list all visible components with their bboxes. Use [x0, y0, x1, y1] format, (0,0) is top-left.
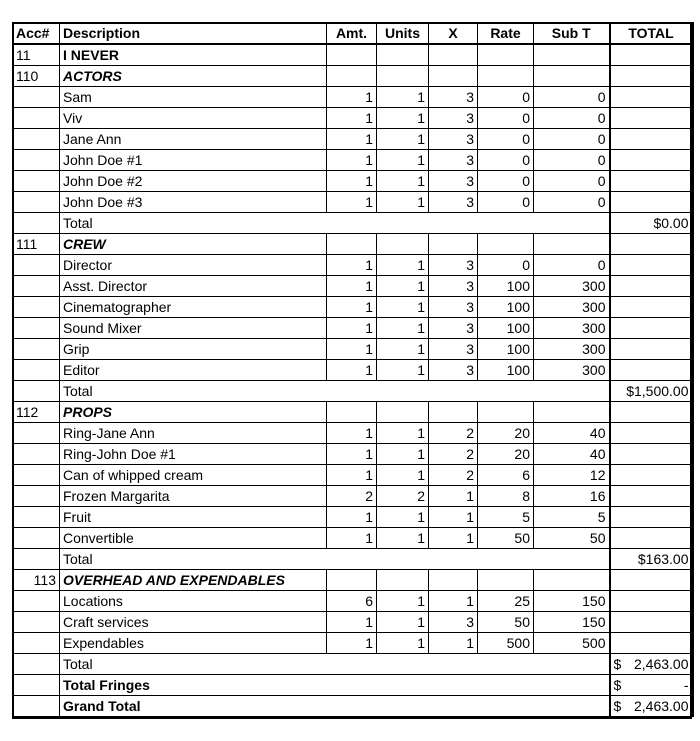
empty-cell [327, 549, 377, 570]
empty-cell [377, 381, 429, 402]
acc-cell [13, 150, 60, 171]
item-amt: 1 [327, 150, 377, 171]
acc-cell [13, 192, 60, 213]
item-amt: 1 [327, 339, 377, 360]
item-x: 1 [429, 486, 478, 507]
item-units: 1 [377, 150, 429, 171]
item-total [610, 507, 693, 528]
table-row [13, 108, 693, 129]
empty-cell [327, 381, 377, 402]
item-amt: 1 [327, 171, 377, 192]
item-x: 2 [429, 444, 478, 465]
empty-cell [478, 213, 534, 234]
item-description: Grip [60, 339, 327, 360]
acc-cell [13, 465, 60, 486]
item-total [610, 171, 693, 192]
table-row [13, 171, 693, 192]
item-subtotal: 150 [534, 612, 610, 633]
item-units: 1 [377, 423, 429, 444]
empty-cell [478, 570, 534, 591]
item-x: 2 [429, 423, 478, 444]
item-rate: 100 [478, 360, 534, 381]
item-x: 3 [429, 255, 478, 276]
item-subtotal: 500 [534, 633, 610, 654]
item-subtotal: 0 [534, 150, 610, 171]
item-rate: 6 [478, 465, 534, 486]
item-subtotal: 12 [534, 465, 610, 486]
table-row [13, 129, 693, 150]
grand-total-label: Grand Total [60, 696, 327, 717]
item-units: 1 [377, 276, 429, 297]
table-row [13, 633, 693, 654]
item-x: 1 [429, 591, 478, 612]
item-amt: 1 [327, 297, 377, 318]
item-rate: 0 [478, 192, 534, 213]
item-rate: 100 [478, 339, 534, 360]
table-row [13, 612, 693, 633]
section-total-row [13, 213, 693, 234]
item-units: 1 [377, 108, 429, 129]
item-total [610, 423, 693, 444]
section-name: PROPS [60, 402, 327, 423]
empty-cell [429, 213, 478, 234]
item-rate: 100 [478, 318, 534, 339]
item-amt: 1 [327, 465, 377, 486]
acc-cell [13, 528, 60, 549]
table-row [13, 297, 693, 318]
title-description: I NEVER [60, 44, 327, 66]
title-acc: 11 [13, 44, 60, 66]
item-subtotal: 5 [534, 507, 610, 528]
acc-cell [13, 213, 60, 234]
item-description: Craft services [60, 612, 327, 633]
item-description: Ring-John Doe #1 [60, 444, 327, 465]
item-amt: 1 [327, 444, 377, 465]
section-total-label: Total [60, 381, 327, 402]
empty-cell [377, 234, 429, 255]
acc-cell [13, 108, 60, 129]
item-subtotal: 40 [534, 423, 610, 444]
header-description: Description [60, 23, 327, 45]
empty-cell [610, 234, 693, 255]
item-amt: 1 [327, 192, 377, 213]
section-total-label: Total [60, 654, 327, 675]
budget-table [12, 22, 694, 717]
item-rate: 50 [478, 528, 534, 549]
empty-cell [478, 402, 534, 423]
item-units: 1 [377, 129, 429, 150]
acc-cell [13, 381, 60, 402]
item-x: 3 [429, 108, 478, 129]
item-x: 3 [429, 276, 478, 297]
item-units: 1 [377, 360, 429, 381]
item-rate: 50 [478, 612, 534, 633]
empty-cell [534, 66, 610, 87]
item-rate: 500 [478, 633, 534, 654]
section-header-row [13, 234, 693, 255]
header-row [13, 23, 693, 45]
item-amt: 1 [327, 87, 377, 108]
item-total [610, 444, 693, 465]
table-row [13, 339, 693, 360]
table-row [13, 591, 693, 612]
item-units: 1 [377, 528, 429, 549]
empty-cell [610, 66, 693, 87]
item-description: Frozen Margarita [60, 486, 327, 507]
header-rate: Rate [478, 23, 534, 45]
table-row [13, 528, 693, 549]
section-name: OVERHEAD AND EXPENDABLES [60, 570, 327, 591]
item-description: Cinematographer [60, 297, 327, 318]
item-subtotal: 50 [534, 528, 610, 549]
item-rate: 8 [478, 486, 534, 507]
item-subtotal: 300 [534, 297, 610, 318]
section-total-value: $0.00 [610, 213, 693, 234]
item-description: Editor [60, 360, 327, 381]
item-subtotal: 300 [534, 276, 610, 297]
empty-cell [534, 675, 610, 696]
section-acc: 112 [13, 402, 60, 423]
empty-cell [429, 549, 478, 570]
acc-cell [13, 444, 60, 465]
item-subtotal: 150 [534, 591, 610, 612]
item-units: 1 [377, 339, 429, 360]
header-acc: Acc# [13, 23, 60, 45]
section-total-label: Total [60, 213, 327, 234]
item-amt: 1 [327, 507, 377, 528]
empty-cell [327, 570, 377, 591]
section-total-value [610, 654, 693, 675]
item-total [610, 87, 693, 108]
empty-cell [429, 654, 478, 675]
item-amt: 1 [327, 528, 377, 549]
section-total-value: $163.00 [610, 549, 693, 570]
item-total [610, 150, 693, 171]
section-header-row [13, 402, 693, 423]
item-subtotal: 300 [534, 339, 610, 360]
empty-cell [429, 66, 478, 87]
total-fringes-value [610, 675, 693, 696]
empty-cell [534, 402, 610, 423]
item-total [610, 360, 693, 381]
item-amt: 1 [327, 129, 377, 150]
empty-cell [327, 234, 377, 255]
currency-symbol: $ [613, 677, 622, 693]
item-x: 1 [429, 633, 478, 654]
acc-cell [13, 486, 60, 507]
item-amt: 1 [327, 633, 377, 654]
acc-cell [13, 360, 60, 381]
item-units: 1 [377, 171, 429, 192]
grand-total-row [13, 696, 693, 717]
table-row [13, 423, 693, 444]
currency-amount: - [683, 677, 689, 693]
section-header-row [13, 570, 693, 591]
item-subtotal: 16 [534, 486, 610, 507]
acc-cell [13, 87, 60, 108]
item-units: 1 [377, 87, 429, 108]
empty-cell [429, 570, 478, 591]
item-x: 1 [429, 507, 478, 528]
item-total [610, 129, 693, 150]
currency-amount: 2,463.00 [634, 656, 689, 672]
table-row [13, 318, 693, 339]
item-description: Asst. Director [60, 276, 327, 297]
acc-cell [13, 675, 60, 696]
acc-cell [13, 129, 60, 150]
item-total [610, 108, 693, 129]
item-amt: 1 [327, 612, 377, 633]
acc-cell [13, 507, 60, 528]
item-description: Viv [60, 108, 327, 129]
empty-cell [478, 675, 534, 696]
header-units: Units [377, 23, 429, 45]
item-subtotal: 40 [534, 444, 610, 465]
empty-cell [429, 234, 478, 255]
item-description: Sound Mixer [60, 318, 327, 339]
table-row [13, 444, 693, 465]
empty-cell [429, 381, 478, 402]
section-total-row [13, 381, 693, 402]
item-rate: 0 [478, 171, 534, 192]
item-description: Convertible [60, 528, 327, 549]
item-rate: 5 [478, 507, 534, 528]
item-description: Sam [60, 87, 327, 108]
empty-cell [478, 549, 534, 570]
item-amt: 2 [327, 486, 377, 507]
item-rate: 0 [478, 255, 534, 276]
item-units: 1 [377, 633, 429, 654]
empty-cell [327, 696, 377, 717]
item-units: 1 [377, 444, 429, 465]
acc-cell [13, 171, 60, 192]
section-acc: 111 [13, 234, 60, 255]
section-name: ACTORS [60, 66, 327, 87]
acc-cell [13, 549, 60, 570]
section-acc: 113 [13, 570, 60, 591]
item-description: Can of whipped cream [60, 465, 327, 486]
item-subtotal: 0 [534, 87, 610, 108]
item-rate: 0 [478, 129, 534, 150]
acc-cell [13, 297, 60, 318]
item-description: Fruit [60, 507, 327, 528]
header-subt: Sub T [534, 23, 610, 45]
item-units: 1 [377, 507, 429, 528]
item-x: 3 [429, 297, 478, 318]
empty-cell [327, 213, 377, 234]
table-row [13, 150, 693, 171]
empty-cell [429, 402, 478, 423]
total-fringes-label: Total Fringes [60, 675, 327, 696]
empty-cell [534, 696, 610, 717]
item-total [610, 318, 693, 339]
empty-cell [478, 654, 534, 675]
header-x: X [429, 23, 478, 45]
item-x: 3 [429, 612, 478, 633]
empty-cell [377, 66, 429, 87]
table-row [13, 507, 693, 528]
empty-cell [377, 402, 429, 423]
item-total [610, 528, 693, 549]
section-total-value: $1,500.00 [610, 381, 693, 402]
item-description: John Doe #2 [60, 171, 327, 192]
empty-cell [610, 570, 693, 591]
acc-cell [13, 255, 60, 276]
item-total [610, 591, 693, 612]
empty-cell [377, 213, 429, 234]
empty-cell [534, 549, 610, 570]
item-units: 2 [377, 486, 429, 507]
item-description: Jane Ann [60, 129, 327, 150]
item-description: John Doe #3 [60, 192, 327, 213]
table-row [13, 276, 693, 297]
section-name: CREW [60, 234, 327, 255]
item-total [610, 465, 693, 486]
acc-cell [13, 696, 60, 717]
empty-cell [327, 402, 377, 423]
grand-total-value [610, 696, 693, 717]
empty-cell [534, 570, 610, 591]
item-subtotal: 0 [534, 255, 610, 276]
empty-cell [478, 66, 534, 87]
section-header-row [13, 66, 693, 87]
empty-cell [377, 570, 429, 591]
section-total-row [13, 549, 693, 570]
table-row [13, 192, 693, 213]
item-description: Ring-Jane Ann [60, 423, 327, 444]
total-fringes-row [13, 675, 693, 696]
acc-cell [13, 318, 60, 339]
acc-cell [13, 276, 60, 297]
acc-cell [13, 591, 60, 612]
table-row [13, 360, 693, 381]
empty-cell [534, 654, 610, 675]
item-x: 3 [429, 318, 478, 339]
item-units: 1 [377, 297, 429, 318]
item-x: 3 [429, 339, 478, 360]
acc-cell [13, 612, 60, 633]
item-amt: 1 [327, 423, 377, 444]
item-subtotal: 0 [534, 171, 610, 192]
item-x: 3 [429, 360, 478, 381]
item-description: Director [60, 255, 327, 276]
empty-cell [478, 381, 534, 402]
item-total [610, 633, 693, 654]
empty-cell [327, 66, 377, 87]
item-x: 3 [429, 87, 478, 108]
item-rate: 20 [478, 423, 534, 444]
section-total-label: Total [60, 549, 327, 570]
empty-cell [327, 675, 377, 696]
item-amt: 1 [327, 108, 377, 129]
table-row [13, 87, 693, 108]
section-total-row [13, 654, 693, 675]
empty-cell [478, 696, 534, 717]
acc-cell [13, 654, 60, 675]
acc-cell [13, 339, 60, 360]
item-units: 1 [377, 465, 429, 486]
empty-cell [534, 381, 610, 402]
item-total [610, 339, 693, 360]
item-subtotal: 0 [534, 192, 610, 213]
item-x: 1 [429, 528, 478, 549]
item-units: 1 [377, 255, 429, 276]
item-total [610, 276, 693, 297]
item-rate: 25 [478, 591, 534, 612]
empty-cell [534, 234, 610, 255]
section-acc: 110 [13, 66, 60, 87]
table-row [13, 486, 693, 507]
item-x: 2 [429, 465, 478, 486]
item-rate: 100 [478, 297, 534, 318]
item-amt: 1 [327, 255, 377, 276]
empty-cell [327, 654, 377, 675]
item-units: 1 [377, 612, 429, 633]
item-units: 1 [377, 591, 429, 612]
empty-cell [534, 213, 610, 234]
item-amt: 1 [327, 360, 377, 381]
item-total [610, 297, 693, 318]
table-row [13, 255, 693, 276]
item-x: 3 [429, 129, 478, 150]
item-subtotal: 0 [534, 129, 610, 150]
item-total [610, 486, 693, 507]
item-description: John Doe #1 [60, 150, 327, 171]
item-total [610, 255, 693, 276]
item-total [610, 612, 693, 633]
item-description: Locations [60, 591, 327, 612]
header-total: TOTAL [610, 23, 693, 45]
empty-cell [610, 402, 693, 423]
header-amt: Amt. [327, 23, 377, 45]
empty-cell [377, 675, 429, 696]
empty-cell [377, 549, 429, 570]
acc-cell [13, 423, 60, 444]
item-units: 1 [377, 192, 429, 213]
item-description: Expendables [60, 633, 327, 654]
item-x: 3 [429, 192, 478, 213]
item-rate: 0 [478, 150, 534, 171]
item-subtotal: 300 [534, 360, 610, 381]
acc-cell [13, 633, 60, 654]
item-x: 3 [429, 171, 478, 192]
item-rate: 0 [478, 108, 534, 129]
empty-cell [429, 675, 478, 696]
title-row [13, 44, 693, 66]
item-amt: 1 [327, 276, 377, 297]
currency-amount: 2,463.00 [634, 698, 689, 714]
item-rate: 20 [478, 444, 534, 465]
item-units: 1 [377, 318, 429, 339]
item-subtotal: 0 [534, 108, 610, 129]
item-amt: 6 [327, 591, 377, 612]
item-amt: 1 [327, 318, 377, 339]
empty-cell [377, 696, 429, 717]
item-total [610, 192, 693, 213]
empty-cell [478, 234, 534, 255]
item-subtotal: 300 [534, 318, 610, 339]
empty-cell [377, 654, 429, 675]
item-x: 3 [429, 150, 478, 171]
table-row [13, 465, 693, 486]
item-rate: 0 [478, 87, 534, 108]
empty-cell [429, 696, 478, 717]
currency-symbol: $ [613, 656, 622, 672]
currency-symbol: $ [613, 698, 622, 714]
item-rate: 100 [478, 276, 534, 297]
